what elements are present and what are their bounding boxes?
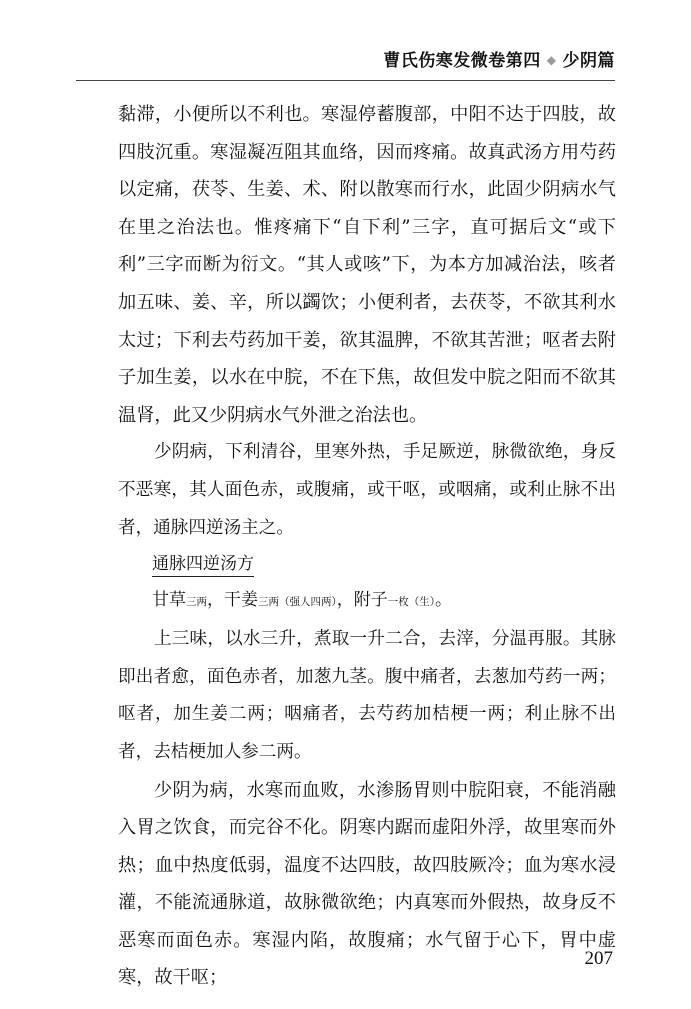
paragraph-preparation: 上三味，以水三升，煮取一升二合，去滓，分温再服。其脉即出者愈，面色赤者，加葱九茎。腹中痛者，去葱加芍药一两；呕者，加生姜二两；咽痛者，去芍药加桔梗一两；利止脉不出者，去桔梗加人参二两。 — [118, 629, 616, 762]
paragraph-commentary-1: 黏滞，小便所以不利也。寒湿停蓄腹部，中阳不达于四肢，故四肢沉重。寒湿凝冱阻其血络，因而疼痛。故真武汤方用芍药以定痛，茯苓、生姜、术、附以散寒而行水，此固少阴病水气在里之治法也。惟疼痛下“自下利”三字，直可据后文“或下利”三字而断为衍文。“其人或咳”下，为本方加减治法，咳者加五味、姜、辛，所以蠲饮；小便利者，去茯苓，不欲其利水太过；下利去芍药加干姜，欲其温脾，不欲其苦泄；呕者去附子加生姜，以水在中脘，不在下焦，故但发中脘之阳而不欲其温肾，此又少阴病水气外泄之治法也。 — [118, 104, 616, 426]
diamond-separator-icon: ◆ — [546, 53, 557, 67]
ingredient-separator: ， — [336, 590, 354, 611]
formula-heading — [118, 547, 616, 581]
ingredient-dose: 三两 — [186, 596, 207, 609]
ingredient-name: 甘草 — [152, 590, 186, 611]
running-header — [383, 46, 615, 71]
ingredient-list — [118, 581, 616, 621]
book-title: 曹氏伤寒发微卷第四 — [383, 51, 541, 71]
paragraph-commentary-2: 少阴为病，水寒而血败，水渗肠胃则中脘阳衰，不能消融入胃之饮食，而完谷不化。阴寒内踞而虚阳外浮，故里寒而外热；血中热度低弱，温度不达四肢，故四肢厥冷；血为寒水浸灌，不能流通脉道，故脉微欲绝；内真寒而外假热，故身反不恶寒而面色赤。寒湿内陷，故腹痛；水气留于心下，胃中虚寒，故干呕； — [118, 779, 616, 989]
body-text — [118, 96, 616, 997]
header-rule — [76, 80, 615, 81]
ingredient-dose: 三两（强人四两） — [258, 596, 337, 609]
ingredient-separator: ， — [207, 590, 224, 611]
ingredient-dose: 一枚（生） — [387, 596, 435, 609]
formula-title: 通脉四逆汤方 — [152, 554, 254, 577]
ingredient-name: 附子 — [353, 590, 388, 611]
chapter-title: 少阴篇 — [562, 51, 615, 71]
ingredient-end: 。 — [435, 590, 452, 611]
paragraph-clause: 少阴病，下利清谷，里寒外热，手足厥逆，脉微欲绝，身反不恶寒，其人面色赤，或腹痛，或干呕，或咽痛，或利止脉不出者，通脉四逆汤主之。 — [118, 442, 616, 538]
ingredient-name: 干姜 — [224, 590, 258, 611]
page-number: 207 — [584, 948, 613, 969]
